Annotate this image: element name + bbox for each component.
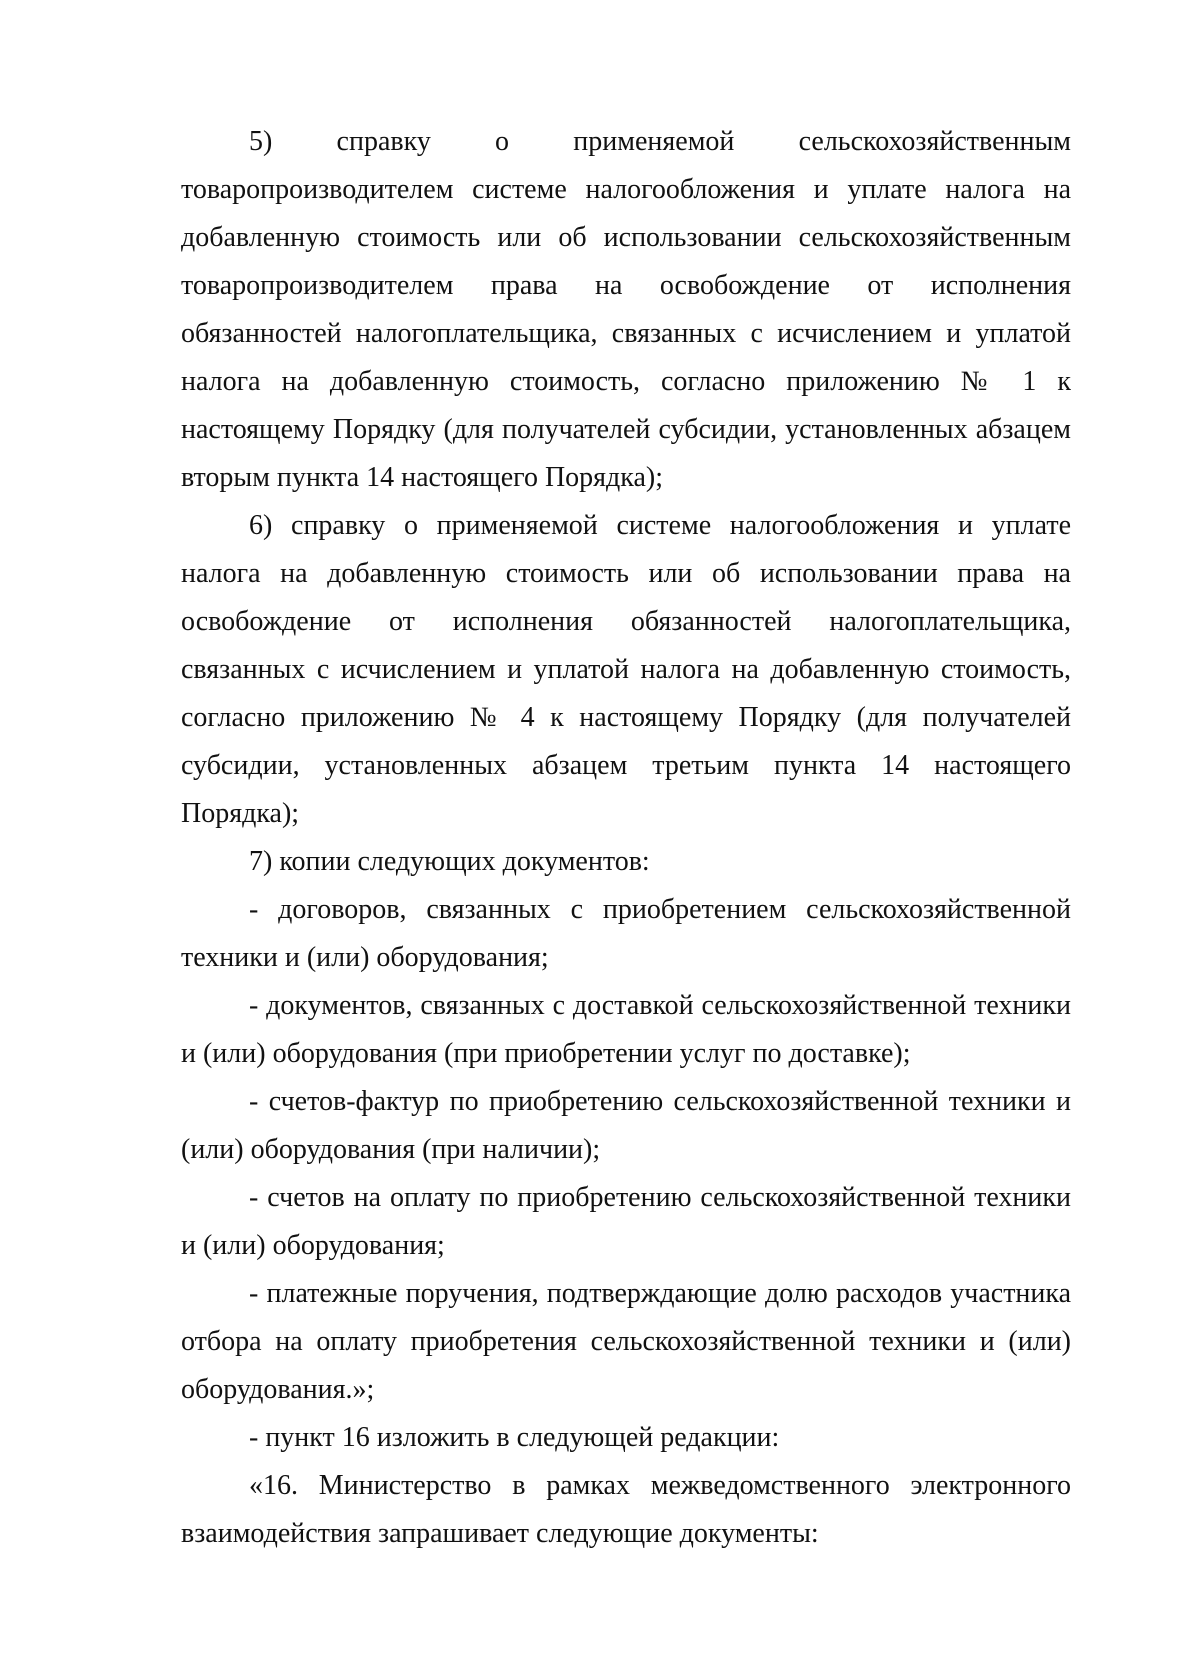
paragraph-item-5-tax-certificate: 5) справку о применяемой сельскохозяйственным товаропроизводителем системе налогообложения и уплате налога на добавленную стоимость или об использовании сельскохозяйственным товаропроизводителем права на освобождение от исполнения обязанностей налогоплательщика, связанных с исчислением и уплатой налога на добавленную стоимость, согласно приложению № 1 к настоящему Порядку (для получателей субсидии, установленных абзацем вторым пункта 14 настоящего Порядка);	[181, 126, 1071, 493]
paragraph-payment-bills: - счетов на оплату по приобретению сельскохозяйственной техники и (или) оборудования;	[181, 1182, 1071, 1261]
paragraph-contracts: - договоров, связанных с приобретением сельскохозяйственной техники и (или) оборудования;	[181, 894, 1071, 973]
paragraph-item-6-tax-certificate: 6) справку о применяемой системе налогообложения и уплате налога на добавленную стоимость или об использовании права на освобождение от исполнения обязанностей налогоплательщика, связанных с исчислением и уплатой налога на добавленную стоимость, согласно приложению № 4 к настоящему Порядку (для получателей субсидии, установленных абзацем третьим пункта 14 настоящего Порядка);	[181, 510, 1071, 829]
paragraph-item-7-document-copies: 7) копии следующих документов:	[249, 846, 650, 877]
paragraph-invoices: - счетов-фактур по приобретению сельскохозяйственной техники и (или) оборудования (при наличии);	[181, 1086, 1071, 1165]
paragraph-item-16-amendment: - пункт 16 изложить в следующей редакции:	[249, 1422, 780, 1453]
document-body	[181, 118, 1071, 1558]
paragraph-payment-orders: - платежные поручения, подтверждающие долю расходов участника отбора на оплату приобретения сельскохозяйственной техники и (или) оборудования.»;	[181, 1278, 1071, 1405]
paragraph-item-16-text: «16. Министерство в рамках межведомственного электронного взаимодействия запрашивает следующие документы:	[181, 1470, 1071, 1549]
paragraph-delivery-documents: - документов, связанных с доставкой сельскохозяйственной техники и (или) оборудования (при приобретении услуг по доставке);	[181, 990, 1071, 1069]
